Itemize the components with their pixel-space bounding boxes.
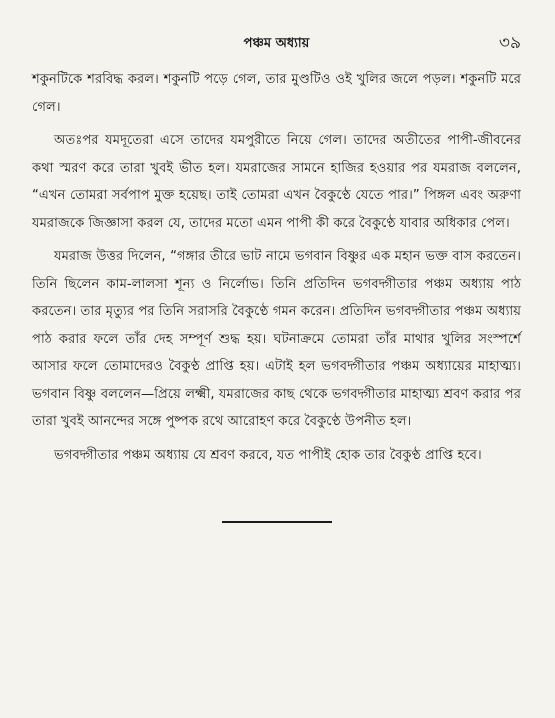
section-end-rule [222, 521, 332, 523]
paragraph-3: যমরাজ উত্তর দিলেন, “গঙ্গার তীরে ভাট নামে ভগবান বিষ্ণুর এক মহান ভক্ত বাস করতেন। তিনি ছিলেন কাম-লালসা শূন্য ও নির্লোভ। তিনি প্রতিদিন ভগবদ্গীতার পঞ্চম অধ্যায় পাঠ করতেন। তার মৃত্যুর পর তিনি সরাসরি বৈকুণ্ঠে গমন করেন। প্রতিদিন ভগবদ্গীতার পঞ্চম অধ্যায় পাঠ করার ফলে তাঁর দেহ সম্পূর্ণ শুদ্ধ হয়। ঘটনাক্রমে তোমরা তাঁর মাথার খুলির সংস্পর্শে আসার ফলে তোমাদেরও বৈকুণ্ঠ প্রাপ্তি হয়। এটাই হল ভগবদ্গীতার পঞ্চম অধ্যায়ের মাহাত্ম্য। ভগবান বিষ্ণু বললেন—প্রিয়ে লক্ষ্মী, যমরাজের কাছ থেকে ভগবদ্গীতার মাহাত্ম্য শ্রবণ করার পর তারা খুবই আনন্দের সঙ্গে পুষ্পক রথে আরোহণ করে বৈকুণ্ঠে উপনীত হল। [32, 249, 521, 429]
paragraph-1: শকুনটিকে শরবিদ্ধ করল। শকুনটি পড়ে গেল, তার মুণ্ডটিও ওই খুলির জলে পড়ল। শকুনটি মরে গেল। [32, 72, 521, 115]
page-body [32, 66, 521, 469]
paragraph-4: ভগবদ্গীতার পঞ্চম অধ্যায় যে শ্রবণ করবে, যত পাপীই হোক তার বৈকুণ্ঠ প্রাপ্তি হবে। [54, 447, 482, 463]
paragraph-2: অতঃপর যমদূতেরা এসে তাদের যমপুরীতে নিয়ে গেল। তাদের অতীতের পাপী-জীবনের কথা স্মরণ করে তারা খুবই ভীত হল। যমরাজের সামনে হাজির হওয়ার পর যমরাজ বললেন, “এখন তোমরা সর্বপাপ মুক্ত হয়েছ। তাই তোমরা এখন বৈকুণ্ঠে যেতে পার।” পিঙ্গল এবং অরুণা যমরাজকে জিজ্ঞাসা করল যে, তাদের মতো এমন পাপী কী করে বৈকুণ্ঠে যাবার অধিকার পেল। [32, 133, 521, 231]
page-number: ৩৯ [498, 33, 521, 53]
page-header [32, 30, 521, 54]
running-title: পঞ্চম অধ্যায় [243, 36, 310, 51]
